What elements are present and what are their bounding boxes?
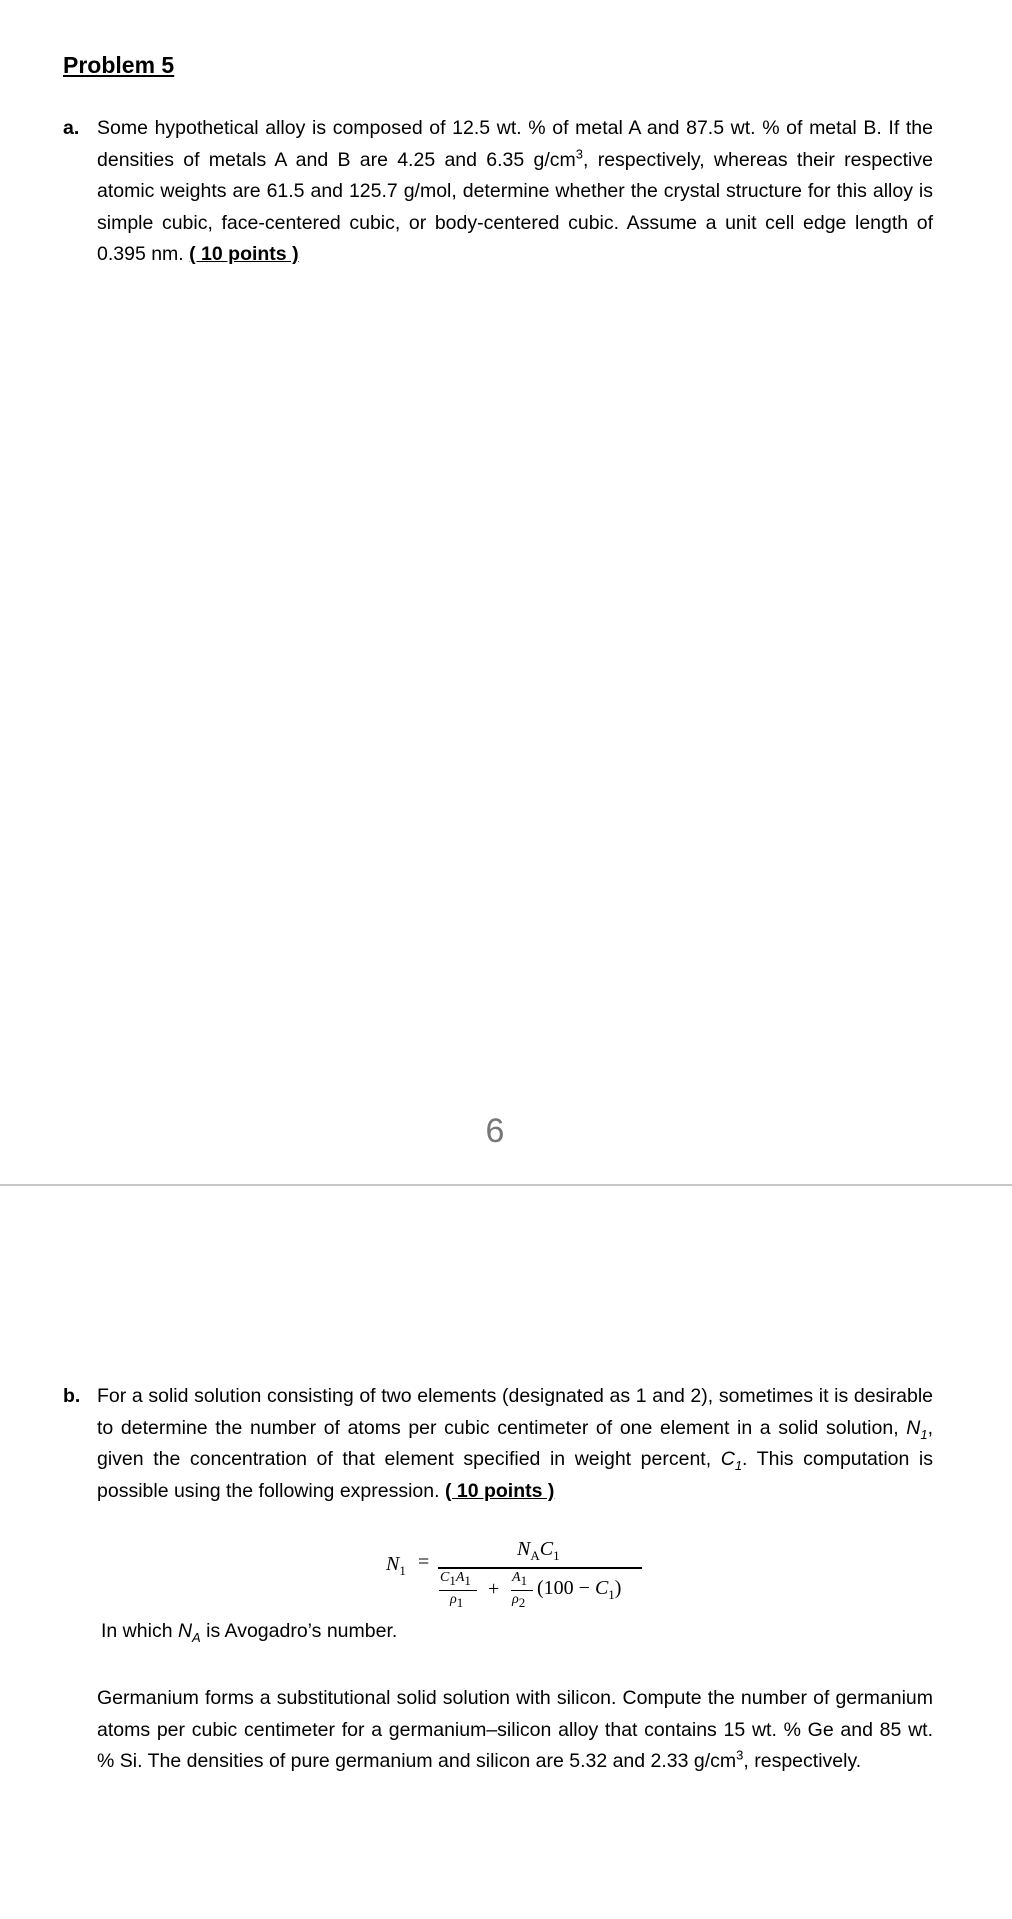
eq-paren-term: $(100 - C_1)$ (537, 1577, 622, 1602)
eq-den-left-denominator: $\rho_1$ (450, 1592, 464, 1610)
part-b-label: b. (63, 1385, 81, 1407)
eq-den-right-bar (511, 1590, 533, 1591)
eq-numerator: $N_AC_1$ (517, 1538, 560, 1563)
eq-lhs: $N_1$ (386, 1553, 406, 1578)
eq-equals: = (418, 1551, 430, 1573)
germanium-text-1: Germanium forms a substitutional solid solution with silicon. Compute the number of germanium atoms per cubic centimeter for a germanium–silicon alloy that contains 15 wt. % Ge and 85 wt. % Si. The densities of pure germanium and silicon are 5.32 and 2.33 g/cm (97, 1687, 933, 1772)
avogadro-note: In which $N_A$ is Avogadro’s number. (101, 1620, 398, 1645)
part-b-text-2: , given the concentration of that element specified in weight percent, (97, 1416, 933, 1470)
page-number: 6 (485, 1112, 505, 1150)
germanium-sup: 3 (736, 1747, 744, 1763)
eq-plus: + (488, 1578, 500, 1600)
problem-heading: Problem 5 (63, 52, 175, 78)
eq-den-left-bar (439, 1590, 477, 1591)
var-n1: N (906, 1416, 921, 1439)
part-a-points: ( 10 points ) (189, 243, 299, 265)
var-c1: C (720, 1448, 735, 1470)
part-b-text-3: . This computation is possible using the following expression. (97, 1448, 933, 1502)
germanium-text-2: , respectively. (743, 1750, 862, 1772)
part-a-label: a. (63, 117, 80, 139)
part-b-points: ( 10 points ) (444, 1479, 555, 1502)
atoms-per-volume-equation (380, 1530, 660, 1620)
eq-den-left-numerator: $C_1A_1$ (440, 1570, 471, 1588)
part-b-text (97, 1381, 933, 1507)
part-b-text-1: For a solid solution consisting of two elements (designated as 1 and 2), sometimes it is desirable to determine the number of atoms per cubic centimeter of one element in a solid solution, (97, 1385, 933, 1439)
part-b (63, 1381, 933, 1507)
part-a-sup: 3 (575, 146, 583, 161)
eq-main-fraction-bar (438, 1567, 642, 1569)
part-a (63, 113, 933, 271)
germanium-problem (97, 1683, 933, 1778)
part-a-text (97, 113, 933, 271)
var-c1-sub: 1 (734, 1457, 743, 1473)
part-a-text-2: , respectively, whereas their respective atomic weights are 61.5 and 125.7 g/mol, determine whether the crystal structure for this alloy is simple cubic, face-centered cubic, or body-centered cubic. Assume a unit cell edge length of 0.395 nm. (97, 148, 933, 265)
var-n1-sub: 1 (920, 1426, 928, 1442)
part-a-text-1: Some hypothetical alloy is composed of 12.5 wt. % of metal A and 87.5 wt. % of metal B. If the densities of metals A and B are 4.25 and 6.35 g/cm (97, 117, 933, 171)
page-divider (0, 1184, 1012, 1186)
eq-den-right-numerator: $A_1$ (512, 1570, 528, 1588)
eq-den-right-denominator: $\rho_2$ (512, 1592, 526, 1610)
